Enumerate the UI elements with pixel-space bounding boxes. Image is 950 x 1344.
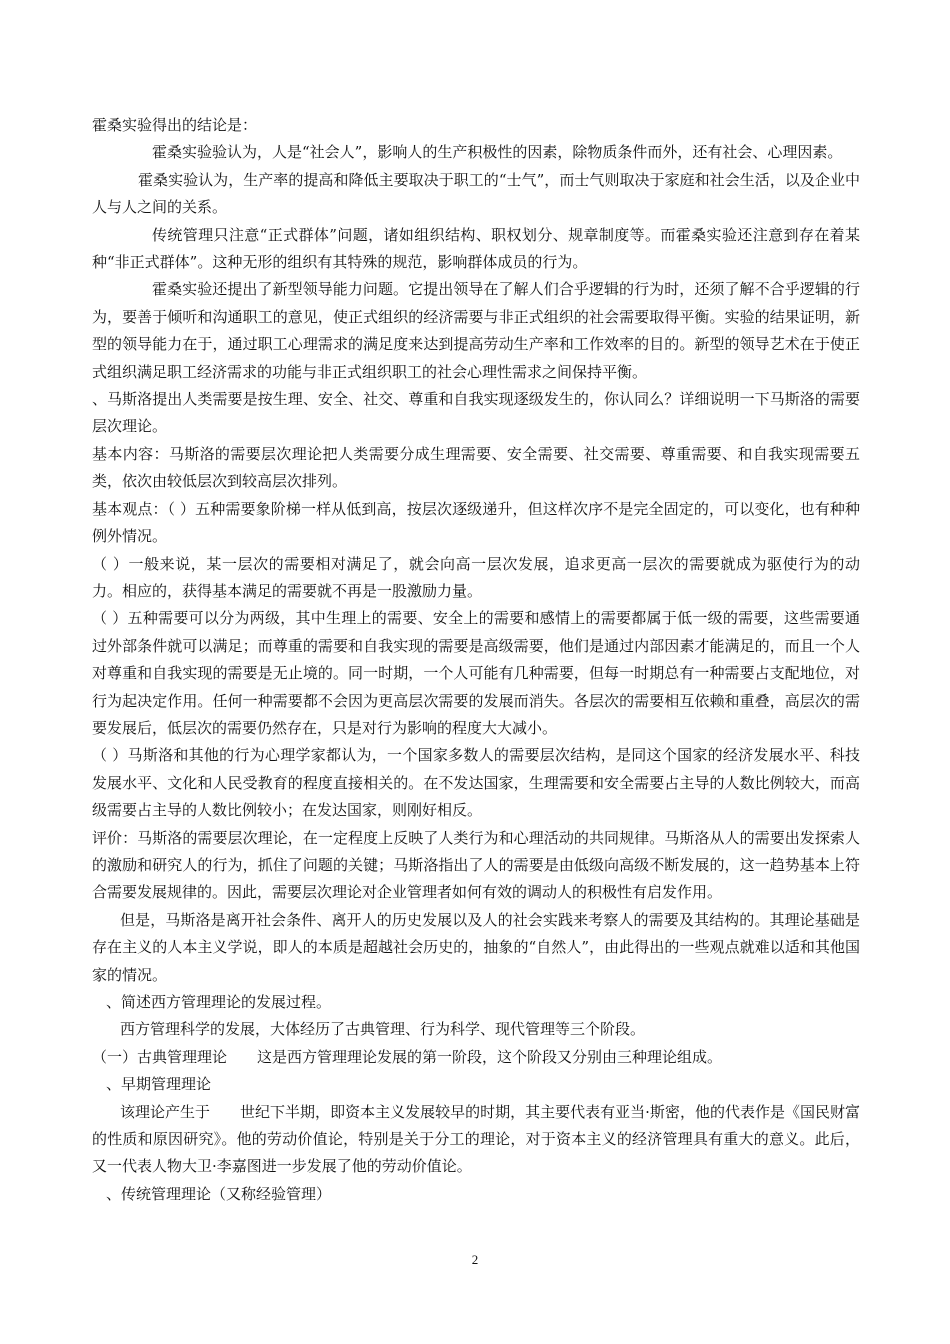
- document-body: [92, 112, 860, 1208]
- paragraph-point-2: （ ）一般来说，某一层次的需要相对满足了，就会向高一层次发展，追求更高一层次的需要就成为驱使行为的动力。相应的，获得基本满足的需要就不再是一股激励力量。: [92, 554, 860, 600]
- paragraph-traditional-theory-heading: 、传统管理理论（又称经验管理）: [106, 1184, 332, 1203]
- paragraph-point-4: （ ）马斯洛和其他的行为心理学家都认为，一个国家多数人的需要层次结构，是同这个国家的经济发展水平、科技发展水平、文化和人民受教育的程度直接相关的。在不发达国家，生理需要和安全需要占主导的人数比例较大，而高级需要占主导的人数比例较小；在发达国家，则刚好相反。: [92, 746, 860, 820]
- paragraph-social-man: 霍桑实验验认为，人是“社会人”，影响人的生产积极性的因素，除物质条件而外，还有社会、心理因素。: [152, 143, 843, 162]
- paragraph-however: 但是，马斯洛是离开社会条件、离开人的历史发展以及人的社会实践来考察人的需要及其结构的。其理论基础是存在主义的人本主义学说，即人的本质是超越社会历史的，抽象的“自然人”，由此得出的一些观点就难以适和其他国家的情况。: [92, 910, 860, 984]
- paragraph-informal-group: 传统管理只注意“正式群体”问题，诸如组织结构、职权划分、规章制度等。而霍桑实验还注意到存在着某种“非正式群体”。这种无形的组织有其特殊的规范，影响群体成员的行为。: [92, 225, 860, 272]
- paragraph-maslow-question: 、马斯洛提出人类需要是按生理、安全、社交、尊重和自我实现逐级发生的，你认同么？详细说明一下马斯洛的需要层次理论。: [92, 390, 860, 436]
- paragraph-basic-view: 基本观点：（ ）五种需要象阶梯一样从低到高，按层次逐级递升，但这样次序不是完全固定的，可以变化，也有种种例外情况。: [92, 499, 860, 546]
- paragraph-morale: 霍桑实验认为，生产率的提高和降低主要取决于职工的“士气”，而士气则取决于家庭和社会生活，以及企业中人与人之间的关系。: [92, 170, 860, 217]
- paragraph-western-question: 、简述西方管理理论的发展过程。: [106, 993, 332, 1011]
- paragraph-evaluation: 评价：马斯洛的需要层次理论，在一定程度上反映了人类行为和心理活动的共同规律。马斯洛从人的需要出发探索人的激励和研究人的行为，抓住了问题的关键；马斯洛指出了人的需要是由低级向高级不断发展的，这一趋势基本上符合需要发展规律的。因此，需要层次理论对企业管理者如何有效的调动人的积极性有启发作用。: [92, 828, 860, 902]
- paragraph-early-theory-heading: 、早期管理理论: [106, 1075, 212, 1094]
- paragraph-classical-theory: （一）古典管理理论 这是西方管理理论发展的第一阶段，这个阶段又分别由三种理论组成。: [92, 1047, 723, 1066]
- page-number: 2: [471, 1252, 479, 1267]
- paragraph-point-3: （ ）五种需要可以分为两级，其中生理上的需要、安全上的需要和感情上的需要都属于低一级的需要，这些需要通过外部条件就可以满足；而尊重的需要和自我实现的需要是高级需要，他们是通过内部因素才能满足的，而且一个人对尊重和自我实现的需要是无止境的。同一时期，一个人可能有几种需要，但每一时期总有一种需要占支配地位，对行为起决定作用。任何一种需要都不会因为更高层次需要的发展而消失。各层次的需要相互依赖和重叠，高层次的需要发展后，低层次的需要仍然存在，只是对行为影响的程度大大减小。: [92, 609, 860, 737]
- paragraph-basic-content: 基本内容：马斯洛的需要层次理论把人类需要分成生理需要、安全需要、社交需要、尊重需要、和自我实现需要五类，依次由较低层次到较高层次排列。: [92, 444, 860, 491]
- paragraph-three-stages: 西方管理科学的发展，大体经历了古典管理、行为科学、现代管理等三个阶段。: [120, 1020, 646, 1039]
- paragraph-early-theory: 该理论产生于 世纪下半期，即资本主义发展较早的时期，其主要代表有亚当·斯密，他的代表作是《国民财富的性质和原因研究》。他的劳动价值论，特别是关于分工的理论，对于资本主义的经济管理具有重大的意义。此后，又一代表人物大卫·李嘉图进一步发展了他的劳动价值论。: [92, 1102, 860, 1176]
- paragraph-hawthorne-heading: 霍桑实验得出的结论是：: [92, 116, 258, 134]
- paragraph-leadership: 霍桑实验还提出了新型领导能力问题。它提出领导在了解人们合乎逻辑的行为时，还须了解不合乎逻辑的行为，要善于倾听和沟通职工的意见，使正式组织的经济需要与非正式组织的社会需要取得平衡。实验的结果证明，新型的领导能力在于，通过职工心理需求的满足度来达到提高劳动生产率和工作效率的目的。新型的领导艺术在于使正式组织满足职工经济需求的功能与非正式组织职工的社会心理性需求之间保持平衡。: [92, 280, 860, 381]
